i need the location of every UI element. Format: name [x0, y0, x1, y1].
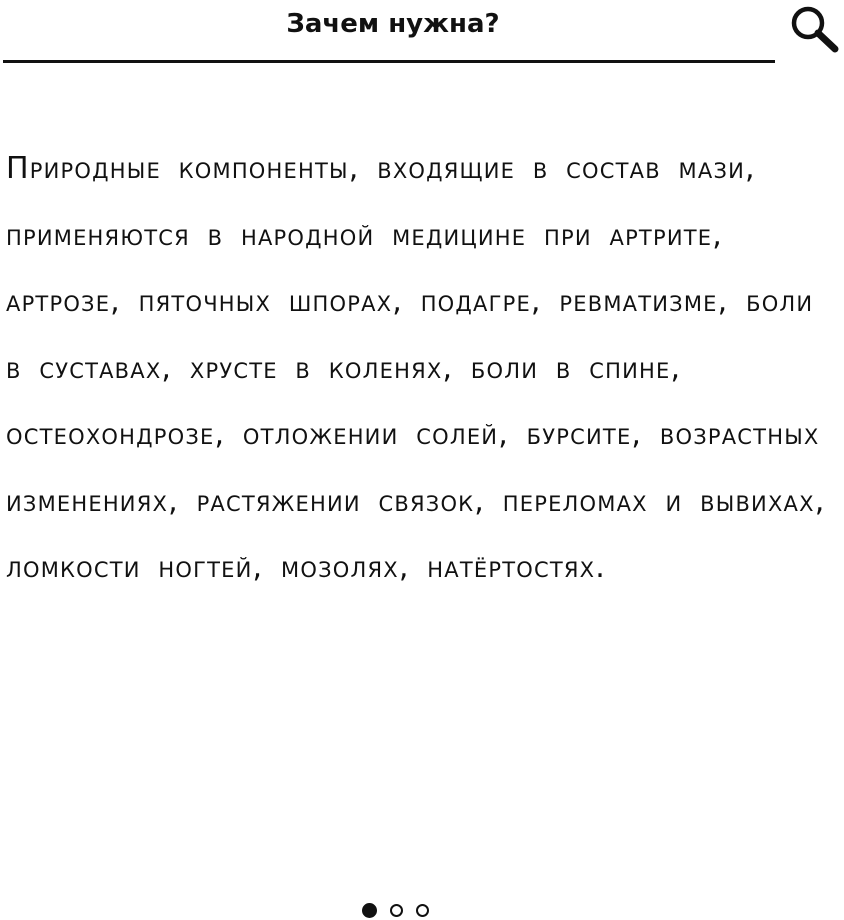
search-button[interactable]	[788, 4, 842, 54]
page-dot-1[interactable]	[362, 903, 377, 918]
header-bar	[0, 0, 844, 70]
search-icon	[788, 4, 842, 54]
page-title: Зачем нужна?	[286, 9, 500, 39]
page-indicator	[362, 902, 429, 918]
title-underline	[3, 60, 775, 63]
page-dot-3[interactable]	[416, 904, 429, 917]
description-text: Природные компоненты, входящие в состав мази, применяются в народной медицине при артрите, артрозе, пяточных шпорах, подагре, ревматизме, боли в суставах, хрусте в коленях, боли в спине, остеохондрозе, отложении солей, бурсите, возрастных изменениях, растяжении связок, переломах и вывихах, ломкости ногтей, мозолях, натёртостях.	[6, 151, 826, 585]
page-dot-2[interactable]	[390, 904, 403, 917]
